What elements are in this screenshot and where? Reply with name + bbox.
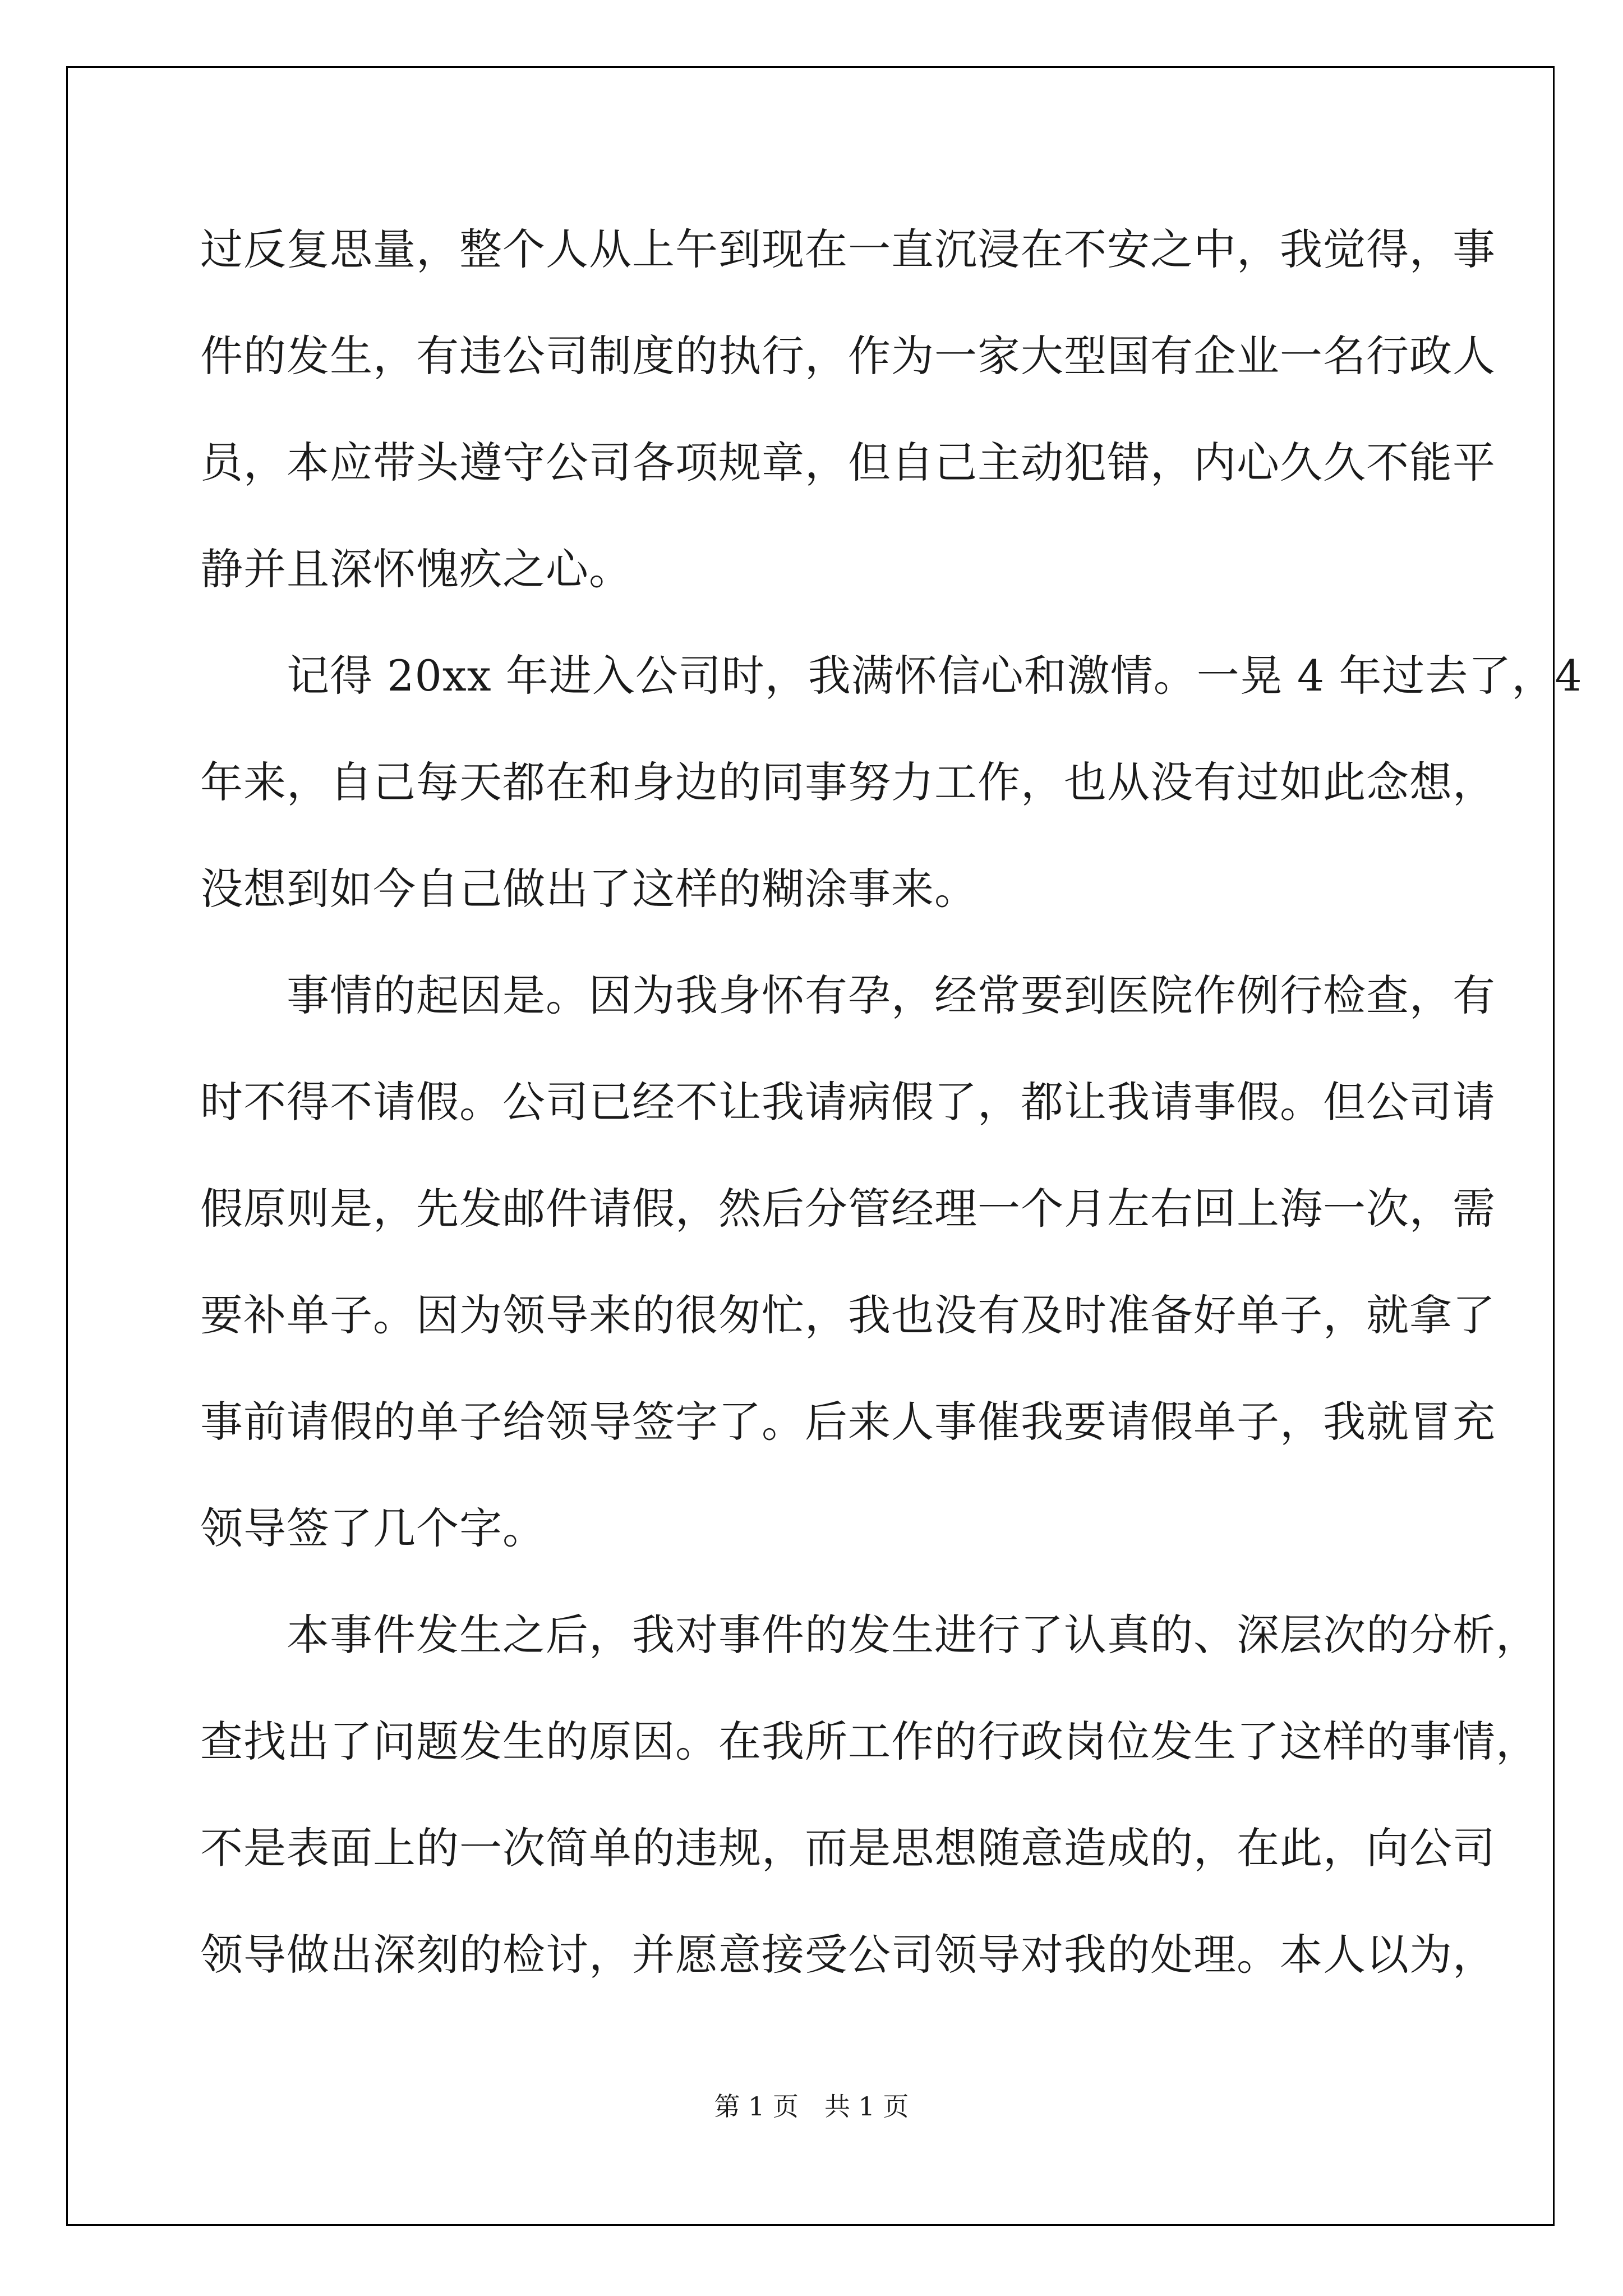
body-line-9: 时不得不请假。公司已经不让我请病假了，都让我请事假。但公司请	[200, 1077, 1496, 1127]
body-line-6: 年来，自己每天都在和身边的同事努力工作，也从没有过如此念想，	[200, 757, 1496, 807]
body-line-4: 静并且深怀愧疚之心。	[200, 544, 632, 594]
body-line-8: 事情的起因是。因为我身怀有孕，经常要到医院作例行检查，有	[200, 970, 1496, 1020]
body-line-12: 事前请假的单子给领导签字了。后来人事催我要请假单子，我就冒充	[200, 1397, 1496, 1447]
page-border	[66, 66, 1555, 2226]
body-line-14: 本事件发生之后，我对事件的发生进行了认真的、深层次的分析，	[200, 1610, 1539, 1660]
body-line-16: 不是表面上的一次简单的违规，而是思想随意造成的，在此，向公司	[200, 1823, 1496, 1873]
body-line-10: 假原则是，先发邮件请假，然后分管经理一个月左右回上海一次，需	[200, 1184, 1496, 1234]
body-line-2: 件的发生，有违公司制度的执行，作为一家大型国有企业一名行政人	[200, 331, 1496, 381]
body-line-13: 领导签了几个字。	[200, 1503, 546, 1553]
body-line-5: 记得 20xx 年进入公司时，我满怀信心和激情。一晃 4 年过去了，4	[200, 651, 1583, 701]
body-line-11: 要补单子。因为领导来的很匆忙，我也没有及时准备好单子，就拿了	[200, 1290, 1496, 1340]
body-line-1: 过反复思量，整个人从上午到现在一直沉浸在不安之中，我觉得，事	[200, 224, 1496, 274]
body-line-17: 领导做出深刻的检讨，并愿意接受公司领导对我的处理。本人以为，	[200, 1930, 1496, 1980]
body-line-3: 员，本应带头遵守公司各项规章，但自己主动犯错，内心久久不能平	[200, 438, 1496, 487]
page-footer: 第 1 页 共 1 页	[714, 2091, 909, 2122]
body-line-15: 查找出了问题发生的原因。在我所工作的行政岗位发生了这样的事情，	[200, 1717, 1539, 1766]
body-line-7: 没想到如今自己做出了这样的糊涂事来。	[200, 864, 978, 914]
